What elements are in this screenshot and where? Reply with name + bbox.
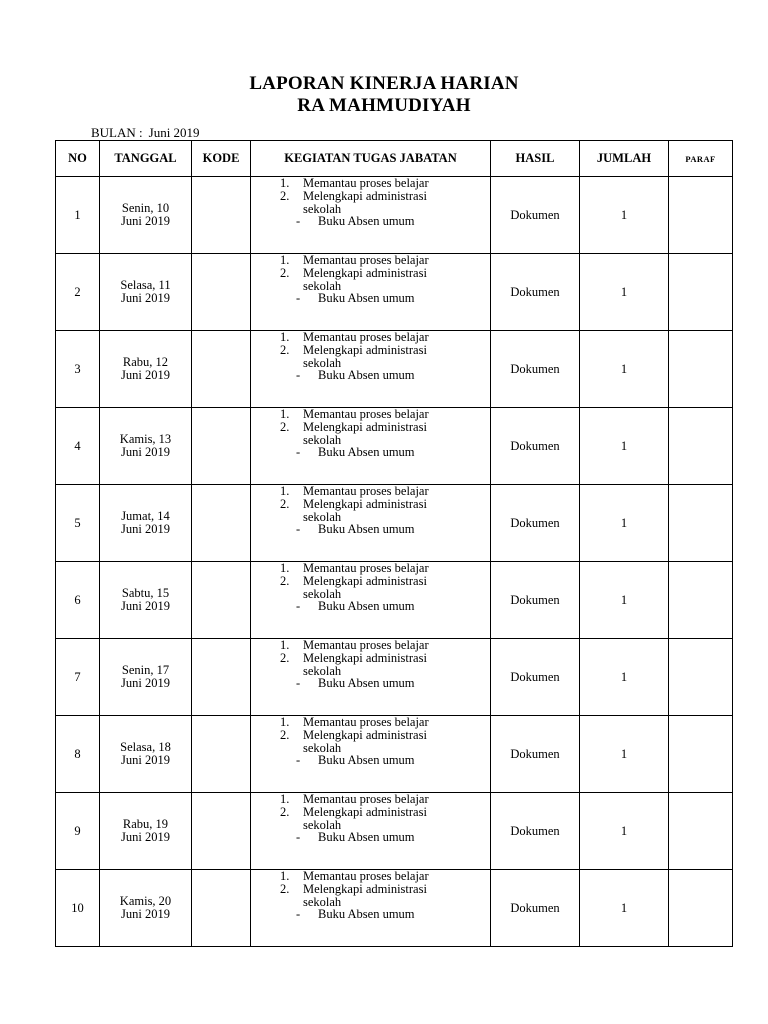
tanggal-month: Juni 2019 — [121, 676, 170, 690]
table-row — [56, 870, 733, 947]
col-header-kode: KODE — [192, 141, 251, 177]
activity-number: 2. — [280, 188, 290, 203]
subitem-text: Buku Absen umum — [318, 522, 415, 537]
activity-item — [251, 344, 490, 357]
cell-tanggal — [100, 177, 192, 254]
activity-number: 2. — [280, 650, 290, 665]
tanggal-day: Jumat, 14 — [121, 509, 170, 523]
cell-paraf — [669, 254, 733, 331]
activity-list — [251, 793, 490, 844]
month-line — [91, 125, 206, 141]
cell-jumlah: 1 — [580, 870, 669, 947]
table-row — [56, 793, 733, 870]
table-row — [56, 639, 733, 716]
activity-list — [251, 254, 490, 305]
activity-text: Melengkapi administrasi — [303, 727, 427, 742]
activity-list — [251, 639, 490, 690]
tanggal-day: Senin, 10 — [121, 201, 170, 215]
subitem-dash: - — [296, 368, 301, 383]
activity-number: 1. — [280, 484, 290, 498]
tanggal-month: Juni 2019 — [121, 445, 170, 459]
activity-continuation: sekolah — [303, 740, 342, 755]
cell-paraf — [669, 177, 733, 254]
cell-hasil: Dokumen — [491, 793, 580, 870]
activity-text: Melengkapi administrasi — [303, 419, 427, 434]
activity-list — [251, 331, 490, 382]
tanggal-day: Kamis, 20 — [119, 894, 172, 908]
activity-continuation: sekolah — [303, 663, 342, 678]
cell-hasil: Dokumen — [491, 408, 580, 485]
daily-report-table — [55, 140, 733, 947]
activity-continuation: sekolah — [303, 509, 342, 524]
activity-number: 2. — [280, 727, 290, 742]
cell-tanggal — [100, 254, 192, 331]
activity-number: 1. — [280, 253, 290, 267]
activity-text: Memantau proses belajar — [303, 330, 429, 344]
table-row — [56, 177, 733, 254]
cell-kegiatan — [251, 562, 491, 639]
activity-continuation: sekolah — [303, 817, 342, 832]
activity-subitem — [251, 523, 490, 536]
cell-tanggal — [100, 870, 192, 947]
subitem-dash: - — [296, 214, 301, 229]
cell-hasil: Dokumen — [491, 562, 580, 639]
cell-no: 7 — [56, 639, 100, 716]
cell-no: 1 — [56, 177, 100, 254]
cell-paraf — [669, 408, 733, 485]
col-header-tanggal: TANGGAL — [100, 141, 192, 177]
activity-item — [251, 421, 490, 434]
cell-paraf — [669, 716, 733, 793]
activity-continuation: sekolah — [303, 355, 342, 370]
cell-hasil: Dokumen — [491, 870, 580, 947]
activity-text: Melengkapi administrasi — [303, 804, 427, 819]
cell-tanggal — [100, 793, 192, 870]
subitem-text: Buku Absen umum — [318, 753, 415, 768]
activity-text: Memantau proses belajar — [303, 869, 429, 883]
tanggal-day: Sabtu, 15 — [121, 586, 170, 600]
cell-tanggal — [100, 639, 192, 716]
activity-subitem — [251, 600, 490, 613]
activity-item — [251, 267, 490, 280]
cell-hasil: Dokumen — [491, 331, 580, 408]
activity-item — [251, 498, 490, 511]
cell-jumlah: 1 — [580, 562, 669, 639]
subitem-text: Buku Absen umum — [318, 599, 415, 614]
month-value: Juni 2019 — [148, 125, 200, 140]
activity-number: 1. — [280, 407, 290, 421]
cell-tanggal — [100, 562, 192, 639]
cell-hasil: Dokumen — [491, 716, 580, 793]
cell-no: 2 — [56, 254, 100, 331]
cell-paraf — [669, 639, 733, 716]
cell-kegiatan — [251, 254, 491, 331]
cell-paraf — [669, 485, 733, 562]
cell-kegiatan — [251, 793, 491, 870]
activity-list — [251, 485, 490, 536]
activity-text: Melengkapi administrasi — [303, 342, 427, 357]
cell-no: 5 — [56, 485, 100, 562]
activity-number: 2. — [280, 496, 290, 511]
activity-list — [251, 177, 490, 228]
cell-kode — [192, 562, 251, 639]
tanggal-month: Juni 2019 — [121, 830, 170, 844]
cell-kegiatan — [251, 177, 491, 254]
cell-tanggal — [100, 408, 192, 485]
activity-text: Melengkapi administrasi — [303, 650, 427, 665]
table-row — [56, 408, 733, 485]
cell-jumlah: 1 — [580, 639, 669, 716]
activity-item — [251, 190, 490, 203]
activity-subitem — [251, 369, 490, 382]
cell-kode — [192, 408, 251, 485]
activity-list — [251, 716, 490, 767]
activity-text: Memantau proses belajar — [303, 715, 429, 729]
activity-text: Melengkapi administrasi — [303, 496, 427, 511]
cell-tanggal — [100, 716, 192, 793]
tanggal-day: Rabu, 19 — [122, 817, 169, 831]
activity-number: 1. — [280, 638, 290, 652]
activity-subitem — [251, 831, 490, 844]
subitem-dash: - — [296, 445, 301, 460]
subitem-text: Buku Absen umum — [318, 445, 415, 460]
activity-list — [251, 562, 490, 613]
activity-item — [251, 883, 490, 896]
cell-hasil: Dokumen — [491, 485, 580, 562]
subitem-text: Buku Absen umum — [318, 830, 415, 845]
activity-number: 1. — [280, 176, 290, 190]
col-header-hasil: HASIL — [491, 141, 580, 177]
activity-number: 2. — [280, 804, 290, 819]
col-header-paraf: PARAF — [669, 141, 733, 177]
tanggal-day: Selasa, 18 — [120, 740, 171, 754]
tanggal-month: Juni 2019 — [121, 599, 170, 613]
tanggal-month: Juni 2019 — [121, 214, 170, 228]
activity-continuation: sekolah — [303, 432, 342, 447]
cell-tanggal — [100, 485, 192, 562]
cell-no: 8 — [56, 716, 100, 793]
cell-kegiatan — [251, 485, 491, 562]
cell-kode — [192, 639, 251, 716]
activity-list — [251, 408, 490, 459]
activity-text: Melengkapi administrasi — [303, 188, 427, 203]
tanggal-day: Rabu, 12 — [122, 355, 169, 369]
activity-number: 2. — [280, 573, 290, 588]
cell-kegiatan — [251, 331, 491, 408]
cell-jumlah: 1 — [580, 177, 669, 254]
cell-tanggal — [100, 331, 192, 408]
activity-subitem — [251, 677, 490, 690]
cell-kegiatan — [251, 639, 491, 716]
activity-text: Melengkapi administrasi — [303, 573, 427, 588]
cell-no: 9 — [56, 793, 100, 870]
cell-no: 3 — [56, 331, 100, 408]
activity-text: Memantau proses belajar — [303, 176, 429, 190]
activity-item — [251, 575, 490, 588]
subitem-dash: - — [296, 291, 301, 306]
report-title: LAPORAN KINERJA HARIAN — [249, 73, 519, 94]
table-row — [56, 485, 733, 562]
cell-jumlah: 1 — [580, 716, 669, 793]
tanggal-month: Juni 2019 — [121, 522, 170, 536]
activity-text: Melengkapi administrasi — [303, 881, 427, 896]
subitem-dash: - — [296, 907, 301, 922]
activity-continuation: sekolah — [303, 201, 342, 216]
cell-hasil: Dokumen — [491, 254, 580, 331]
table-row — [56, 254, 733, 331]
cell-jumlah: 1 — [580, 485, 669, 562]
cell-hasil: Dokumen — [491, 639, 580, 716]
activity-number: 2. — [280, 881, 290, 896]
cell-kode — [192, 177, 251, 254]
tanggal-day: Kamis, 13 — [119, 432, 172, 446]
activity-subitem — [251, 215, 490, 228]
col-header-kegiatan: KEGIATAN TUGAS JABATAN — [251, 141, 491, 177]
subitem-text: Buku Absen umum — [318, 291, 415, 306]
cell-kode — [192, 793, 251, 870]
activity-number: 2. — [280, 419, 290, 434]
cell-no: 6 — [56, 562, 100, 639]
activity-text: Memantau proses belajar — [303, 484, 429, 498]
activity-text: Memantau proses belajar — [303, 792, 429, 806]
subitem-text: Buku Absen umum — [318, 368, 415, 383]
cell-kode — [192, 254, 251, 331]
cell-kode — [192, 870, 251, 947]
table-row — [56, 562, 733, 639]
cell-jumlah: 1 — [580, 331, 669, 408]
cell-jumlah: 1 — [580, 793, 669, 870]
tanggal-day: Senin, 17 — [121, 663, 170, 677]
cell-kegiatan — [251, 716, 491, 793]
subitem-text: Buku Absen umum — [318, 676, 415, 691]
activity-text: Melengkapi administrasi — [303, 265, 427, 280]
activity-subitem — [251, 754, 490, 767]
cell-paraf — [669, 562, 733, 639]
tanggal-month: Juni 2019 — [121, 907, 170, 921]
cell-kode — [192, 331, 251, 408]
cell-kode — [192, 716, 251, 793]
activity-number: 1. — [280, 561, 290, 575]
subitem-dash: - — [296, 522, 301, 537]
cell-jumlah: 1 — [580, 254, 669, 331]
cell-kode — [192, 485, 251, 562]
subitem-dash: - — [296, 676, 301, 691]
activity-number: 1. — [280, 330, 290, 344]
tanggal-month: Juni 2019 — [121, 368, 170, 382]
table-row — [56, 716, 733, 793]
col-header-jumlah: JUMLAH — [580, 141, 669, 177]
cell-no: 4 — [56, 408, 100, 485]
activity-number: 2. — [280, 265, 290, 280]
cell-paraf — [669, 331, 733, 408]
subitem-text: Buku Absen umum — [318, 907, 415, 922]
activity-continuation: sekolah — [303, 586, 342, 601]
table-row — [56, 331, 733, 408]
activity-number: 1. — [280, 792, 290, 806]
month-label: BULAN : — [91, 125, 143, 140]
activity-text: Memantau proses belajar — [303, 561, 429, 575]
subitem-dash: - — [296, 830, 301, 845]
activity-item — [251, 729, 490, 742]
col-header-no: NO — [56, 141, 100, 177]
subitem-dash: - — [296, 599, 301, 614]
cell-no: 10 — [56, 870, 100, 947]
activity-continuation: sekolah — [303, 894, 342, 909]
tanggal-month: Juni 2019 — [121, 291, 170, 305]
activity-number: 2. — [280, 342, 290, 357]
cell-hasil: Dokumen — [491, 177, 580, 254]
activity-text: Memantau proses belajar — [303, 253, 429, 267]
subitem-text: Buku Absen umum — [318, 214, 415, 229]
tanggal-day: Selasa, 11 — [120, 278, 171, 292]
table-header-row — [56, 141, 733, 177]
activity-subitem — [251, 908, 490, 921]
tanggal-month: Juni 2019 — [121, 753, 170, 767]
cell-paraf — [669, 870, 733, 947]
activity-text: Memantau proses belajar — [303, 407, 429, 421]
activity-number: 1. — [280, 715, 290, 729]
cell-jumlah: 1 — [580, 408, 669, 485]
activity-number: 1. — [280, 869, 290, 883]
activity-subitem — [251, 292, 490, 305]
activity-subitem — [251, 446, 490, 459]
activity-item — [251, 806, 490, 819]
institution-name: RA MAHMUDIYAH — [297, 95, 471, 116]
activity-item — [251, 652, 490, 665]
activity-list — [251, 870, 490, 921]
activity-continuation: sekolah — [303, 278, 342, 293]
activity-text: Memantau proses belajar — [303, 638, 429, 652]
cell-kegiatan — [251, 870, 491, 947]
cell-kegiatan — [251, 408, 491, 485]
subitem-dash: - — [296, 753, 301, 768]
cell-paraf — [669, 793, 733, 870]
